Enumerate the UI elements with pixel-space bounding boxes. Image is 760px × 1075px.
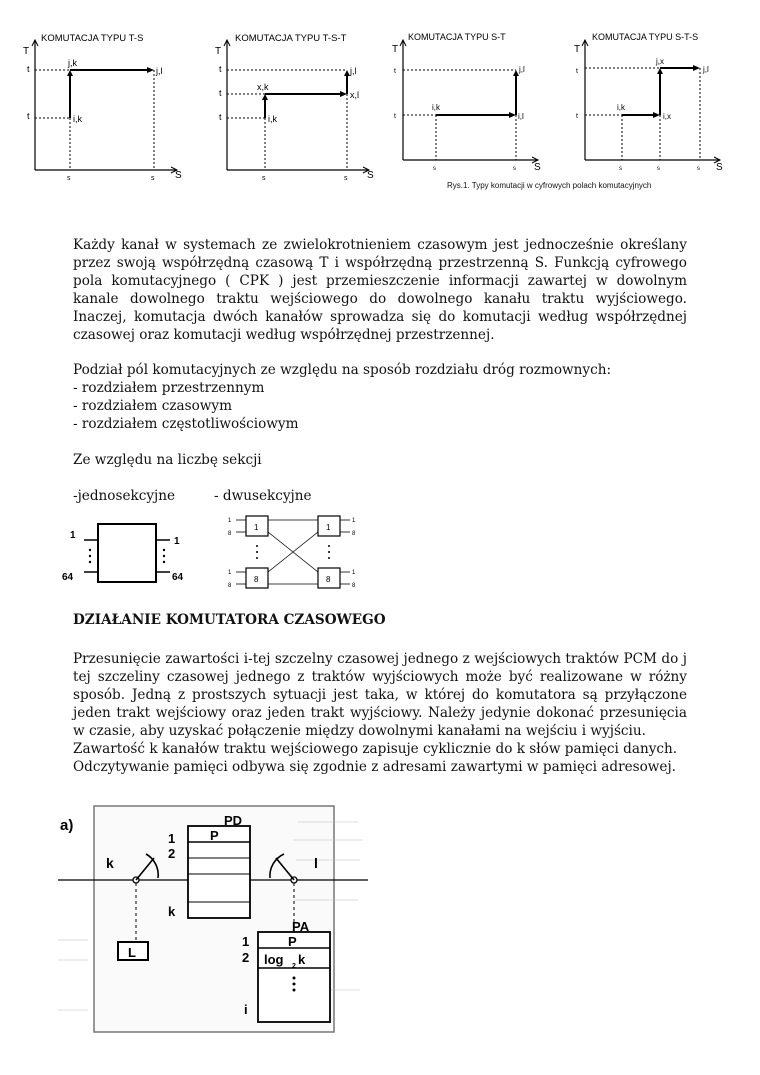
data-memory (188, 826, 250, 918)
row-2-label: 2 (168, 846, 176, 861)
point-jl: j,l (703, 65, 709, 74)
arrowhead-1 (653, 112, 660, 118)
chart-t-s (15, 30, 195, 180)
s-axis-label: S (716, 162, 723, 173)
chart-title: KOMUTACJA TYPU S-T (408, 32, 506, 42)
sl-label: s (513, 166, 516, 172)
box-label: 8 (326, 575, 331, 584)
t-axis-label: T (23, 46, 30, 57)
row-k-label: k (168, 904, 176, 919)
l-label: l (314, 855, 318, 871)
point-il: i,l (518, 112, 524, 121)
point-ik: i,k (73, 114, 82, 124)
sl-label: s (151, 175, 155, 180)
figure-caption: Rys.1. Typy komutacji w cyfrowych polach komutacyjnych (447, 181, 652, 190)
sl-label: s (344, 175, 348, 180)
log-label: log (264, 952, 284, 967)
out-1-label: 1 (174, 536, 180, 547)
in-1-label: 1 (70, 530, 76, 541)
tj-label: t (394, 68, 396, 75)
ti-label: t (219, 112, 222, 122)
figure-label-a: a) (60, 817, 74, 834)
out-64-label: 64 (172, 572, 184, 583)
t-axis-label: T (392, 44, 399, 55)
sections-heading: Ze względu na liczbę sekcji (73, 452, 262, 468)
sk-label: s (67, 175, 71, 180)
sk-label: s (433, 166, 436, 172)
row-i-label: i (244, 1002, 248, 1017)
chart-s-t-s (570, 30, 735, 175)
in-1: 1 (228, 518, 232, 524)
p-label: P (210, 828, 219, 843)
ti-label: t (576, 113, 578, 120)
point-ik: i,k (268, 114, 277, 124)
p-label: P (288, 934, 297, 949)
dual-section-label: - dwusekcyjne (214, 488, 312, 504)
log-k-label: k (298, 952, 306, 967)
list-item-time: - rozdziałem czasowym (73, 398, 232, 414)
point-xl: x,l (350, 90, 359, 100)
box-label: 1 (326, 523, 331, 532)
paragraph-write: Zawartość k kanałów traktu wejściowego zapisuje cyklicznie do k słów pamięci danych. (73, 741, 678, 757)
point-jl: j,l (519, 65, 525, 74)
in-8b: 8 (228, 583, 232, 589)
chart-title: KOMUTACJA TYPU S-T-S (592, 32, 699, 42)
sl-label: s (697, 166, 700, 172)
out-8b: 8 (352, 583, 356, 589)
point-ik: i,k (617, 103, 625, 112)
chart-title: KOMUTACJA TYPU T-S-T (235, 33, 347, 44)
sk-label: s (262, 175, 266, 180)
t-axis-label: T (574, 44, 581, 55)
pd-label: PD (224, 813, 243, 828)
pa-label: PA (292, 919, 310, 934)
s-axis-label: S (175, 170, 182, 180)
point-xk: x,k (257, 82, 269, 92)
box-label: 8 (254, 575, 259, 584)
arrowhead-1 (509, 112, 516, 118)
s-axis-label: S (534, 162, 541, 173)
tj-label: t (219, 64, 222, 74)
arrowhead-2 (340, 91, 347, 97)
time-switch-figure (58, 800, 368, 1040)
list-item-space: - rozdziałem przestrzennym (73, 380, 265, 396)
paragraph-shift: Przesunięcie zawartości i-tej szczelny czasowej jednego z wejściowych traktów PCM do j tej szczeliny czasowej jednego z traktów wyjściowych może być realizowane w różny sposób. Jedną z prostszych sytuacji jest taka, w której do komutatora są przyłączone jeden trakt wejściowy oraz jeden trakt wyjściowy. Należy jedynie dokonać przesunięcia w czasie, aby uzyskać połączenie między dowolnymi kanałami na wejściu i wyjściu. (73, 651, 687, 739)
point-ix: i,x (663, 112, 671, 121)
row-1-label: 1 (168, 831, 176, 846)
row-2-label: 2 (242, 950, 250, 965)
switch-box (98, 524, 156, 582)
s-axis-label: S (367, 170, 374, 180)
dual-section-diagram (222, 512, 362, 590)
single-section-diagram (62, 522, 197, 588)
chart-t-s-t (207, 30, 387, 180)
paragraph-cpk: Każdy kanał w systemach ze zwielokrotnieniem czasowym jest jednocześnie określany przez swoją współrzędną czasową T i współrzędną przestrzenną S. Funkcją cyfrowego pola komutacyjnego ( CPK ) jest przemieszczenie informacji zawartej w dowolnym kanale dowolnego traktu wejściowego do dowolnego kanału traktu wyjściowego. Inaczej, komutacja dwóch kanałów sprowadza się do komutacji według współrzędnej czasowej oraz komutacji według współrzędnej przestrzennej. (73, 237, 687, 343)
k-label: k (106, 855, 114, 871)
point-ik: i,k (432, 103, 440, 112)
counter-label: L (128, 945, 136, 960)
in-64-label: 64 (62, 572, 74, 583)
ti-label: t (394, 113, 396, 120)
sx-label: s (657, 166, 660, 172)
ellipsis-icon (293, 977, 296, 992)
t-axis-label: T (215, 46, 222, 57)
box-label: 1 (254, 523, 259, 532)
tx-label: t (219, 88, 222, 98)
point-jk: j,k (68, 58, 77, 68)
out-1b: 1 (352, 570, 356, 576)
in-8: 8 (228, 531, 232, 537)
single-section-label: -jednosekcyjne (73, 488, 176, 504)
section-heading: DZIAŁANIE KOMUTATORA CZASOWEGO (73, 612, 386, 628)
log-base-label: 2 (292, 963, 296, 970)
tj-label: t (27, 64, 30, 74)
row-1-label: 1 (242, 934, 250, 949)
space-arrowhead (147, 67, 154, 73)
out-8: 8 (352, 531, 356, 537)
in-1b: 1 (228, 570, 232, 576)
division-heading: Podział pól komutacyjnych ze względu na sposób rozdziału dróg rozmownych: (73, 362, 612, 378)
list-item-frequency: - rozdziałem częstotliwościowym (73, 416, 299, 432)
point-jl: j,l (156, 66, 163, 76)
point-jl: j,l (350, 66, 357, 76)
point-jx: j,x (656, 57, 664, 66)
ellipsis-icon (89, 549, 165, 563)
chart-s-t (388, 30, 558, 175)
out-1: 1 (352, 518, 356, 524)
sk-label: s (619, 166, 622, 172)
ti-label: t (27, 111, 30, 121)
paragraph-read: Odczytywanie pamięci odbywa się zgodnie z adresami zawartymi w pamięci adresowej. (73, 759, 676, 775)
chart-title: KOMUTACJA TYPU T-S (41, 33, 144, 44)
arrowhead-3 (693, 65, 700, 71)
tj-label: t (576, 68, 578, 75)
